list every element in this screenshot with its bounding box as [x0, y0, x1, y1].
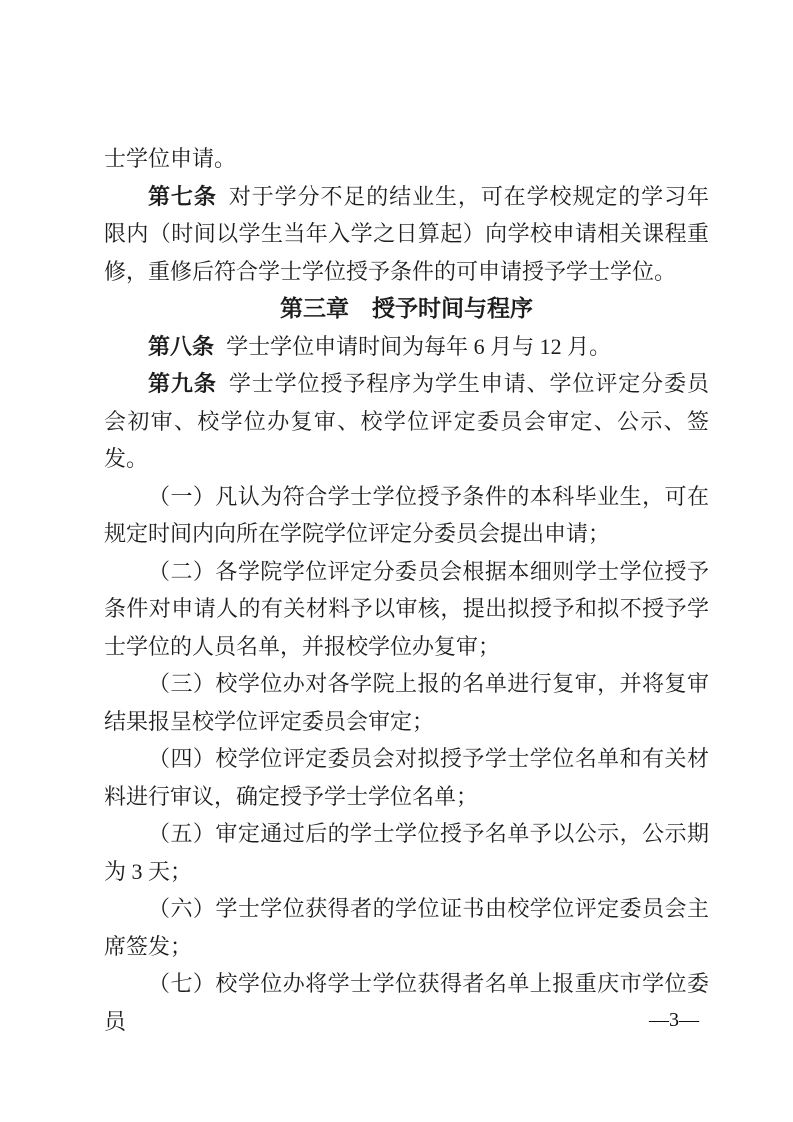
article-8-label: 第八条: [148, 333, 215, 359]
document-content: [104, 140, 709, 1040]
article-9: [104, 365, 709, 478]
procedure-item-4: （四）校学位评定委员会对拟授予学士学位名单和有关材料进行审议，确定授予学士学位名单；: [104, 746, 709, 809]
procedure-item-5: （五）审定通过后的学士学位授予名单予以公示，公示期为 3 天；: [104, 821, 709, 884]
article-8: [104, 328, 709, 366]
procedure-item-6: （六）学士学位获得者的学位证书由校学位评定委员会主席签发；: [104, 896, 709, 959]
article-8-text: 学士学位申请时间为每年 6 月与 12 月。: [226, 333, 612, 359]
procedure-item-7: （七）校学位办将学士学位获得者名单上报重庆市学位委员: [104, 971, 709, 1034]
article-7-label: 第七条: [148, 183, 217, 209]
article-7: [104, 178, 709, 291]
article-9-text: 学士学位授予程序为学生申请、学位评定分委员会初审、校学位办复审、校学位评定委员会审定、公示、签发。: [104, 371, 709, 471]
paragraph-continuation: 士学位申请。: [104, 146, 237, 171]
page-number: —3—: [649, 1009, 699, 1031]
article-9-label: 第九条: [148, 371, 217, 396]
procedure-item-1: （一）凡认为符合学士学位授予条件的本科毕业生，可在规定时间内向所在学院学位评定分委员会提出申请；: [104, 483, 709, 546]
chapter-heading: 第三章 授予时间与程序: [280, 295, 533, 321]
procedure-item-3: （三）校学位办对各学院上报的名单进行复审，并将复审结果报呈校学位评定委员会审定；: [104, 671, 709, 734]
procedure-item-2: （二）各学院学位评定分委员会根据本细则学士学位授予条件对申请人的有关材料予以审核，提出拟授予和拟不授予学士学位的人员名单，并报校学位办复审；: [104, 558, 709, 659]
article-7-text: 对于学分不足的结业生，可在学校规定的学习年限内（时间以学生当年入学之日算起）向学校申请相关课程重修，重修后符合学士学位授予条件的可申请授予学士学位。: [104, 183, 709, 284]
